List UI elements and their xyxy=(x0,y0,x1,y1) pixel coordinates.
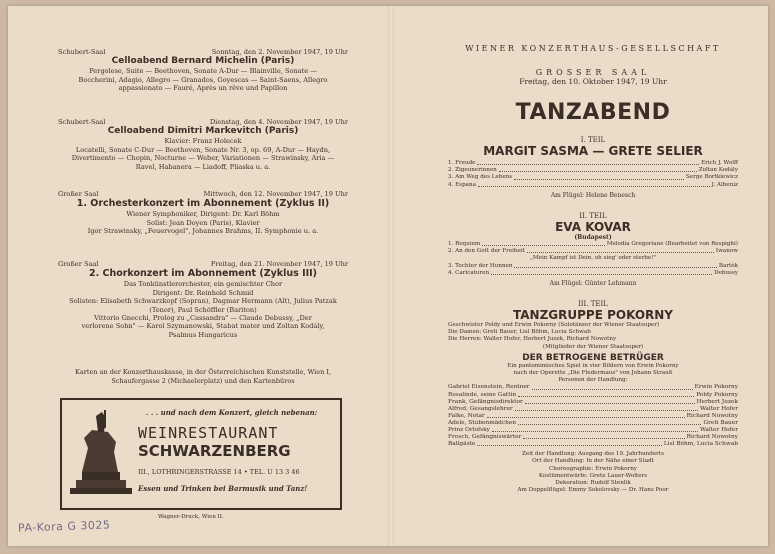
performer-origin: (Budapest) xyxy=(574,234,612,241)
cast-role: Frosch, Gefängniswärter xyxy=(448,434,522,441)
item-title: 1. Requiem xyxy=(448,241,481,247)
event-line: Psalmus Hungaricus xyxy=(168,330,238,339)
event-line: Klavier: Franz Holecek xyxy=(164,137,242,146)
event-date: Dienstag, den 4. November 1947, 19 Uhr xyxy=(209,118,348,126)
cast-actor: Richard Nowotny xyxy=(686,434,738,441)
event-date: Freitag, den 10. Oktober 1947, 19 Uhr xyxy=(519,77,667,86)
item-composer: Iwanow xyxy=(715,248,738,255)
cast-list xyxy=(448,384,738,448)
event-line: Solist: Jean Doyen (Paris), Klavier xyxy=(146,218,260,227)
item-title: 2. An den Gott der Freiheit xyxy=(448,248,525,255)
restaurant-ad xyxy=(60,398,342,510)
item-title: 3. Tochter der Hunnen xyxy=(448,262,513,269)
event-heading: 2. Chorkonzert im Abonnement (Zyklus III) xyxy=(88,268,318,280)
event-line: verlorene Sohn" — Karol Szymanowski, Stabat mater und Zoltan Kodály, xyxy=(81,322,325,331)
list-item xyxy=(448,270,738,277)
printer-credit: Wagner-Druck, Wien II. xyxy=(158,514,224,520)
part-label: I. TEIL xyxy=(580,136,606,144)
credit-line: Choreographie: Erwin Pokorny xyxy=(549,465,637,472)
production-credits xyxy=(448,451,738,494)
item-composer: Serge Bortkiewicz xyxy=(685,174,738,181)
cast-actor: Erwin Pokorny xyxy=(694,384,738,391)
credit-line: Zeit der Handlung: Ausgang des 19. Jahrhunderts xyxy=(522,451,664,458)
list-item xyxy=(448,182,738,189)
item-title: 3. Am Weg des Lebens xyxy=(448,174,513,181)
play-line: nach der Operette „Die Fledermaus" von Johann Strauß xyxy=(513,370,673,377)
cast-row xyxy=(448,392,738,399)
ticket-line: Schaufergasse 2 (Michaelerplatz) und den Kartenbüros xyxy=(111,377,295,385)
cast-role: Adele, Stubenmädchen xyxy=(448,419,517,426)
handwritten-archive-number: PA-Kora G 3025 xyxy=(17,518,111,535)
cast-role: Prinz Orlofsky xyxy=(448,426,490,433)
event-block xyxy=(58,190,348,236)
statue-icon xyxy=(68,408,134,500)
cast-row xyxy=(448,434,738,441)
event-line: Igor Strawinsky, „Feuervogel", Johannes Brahms, II. Symphonie u. a. xyxy=(87,227,319,236)
event-line: Dirigent: Dr. Reinhold Schmid xyxy=(152,288,254,297)
cast-actor: Herbert Juzek xyxy=(696,398,738,405)
item-title: 2. Zigeunerinnen xyxy=(448,167,497,174)
list-item xyxy=(448,263,738,270)
item-composer: Erich J. Wolff xyxy=(701,160,738,166)
play-description xyxy=(448,363,738,385)
event-date: Sonntag, den 2. November 1947, 19 Uhr xyxy=(211,48,348,56)
event-line: appassionato — Fauré, Après un rêve und Papillon xyxy=(118,84,288,93)
cast-row xyxy=(448,399,738,406)
event-line: Solisten: Elisabeth Schwarzkopf (Sopran), Dagmar Hermann (Alt), Julius Patzak xyxy=(69,297,337,306)
left-page xyxy=(8,6,388,546)
play-line: Ein pantomimisches Spiel in vier Bildern von Erwin Pokorny xyxy=(507,362,679,369)
event-heading: 1. Orchesterkonzert im Abonnement (Zyklus II) xyxy=(76,198,330,210)
item-title: 1. Freude xyxy=(448,160,476,166)
event-line: Divertimento — Chopin, Nocturne — Weber, Variationen — Strawinsky, Aria — xyxy=(71,154,335,163)
cast-role: Frank, Gefängnisdirektor xyxy=(448,398,523,405)
item-composer: Zoltan Kodály xyxy=(698,167,738,174)
group-members xyxy=(448,322,738,351)
event-hall: Großer Saal xyxy=(58,260,99,268)
cast-actor: Walter Hofer xyxy=(699,405,738,412)
dance-list xyxy=(448,160,738,189)
item-quote: „Mein Kampf ist Dein, oh sieg' oder sterbe!" xyxy=(530,255,656,262)
credit-line: Am Doppelflügel: Emmy Sokolovsky — Dr. Hans Poor xyxy=(517,487,669,494)
event-line: Boccherini, Adagio, Allegro — Granados, Goyescas — Saint-Saens, Allegro xyxy=(78,75,328,84)
cast-role: Rosalinde, seine Gattin xyxy=(448,391,517,398)
cast-actor: Poldy Pokorny xyxy=(696,391,738,398)
credit-line: Ort der Handlung: In der Nähe einer Stadt xyxy=(532,458,654,465)
performer-heading: TANZGRUPPE POKORNY xyxy=(512,308,673,322)
pianist-line: Am Flügel: Günter Lehmann xyxy=(549,280,637,288)
ticket-line: Karten an der Konzerthauskasse, in der Österreichischen Kunststelle, Wien I, xyxy=(75,368,331,376)
ad-slogan: Essen und Trinken bei Barmusik und Tanz! xyxy=(138,484,308,493)
event-hall: Großer Saal xyxy=(58,190,99,198)
group-line: Geschwister Poldy und Erwin Pokorny (Solotänzer der Wiener Staatsoper) xyxy=(448,322,660,328)
cast-actor: Richard Nowotny xyxy=(686,412,738,419)
ad-name-line1: WEINRESTAURANT xyxy=(138,424,279,442)
list-item xyxy=(448,248,738,255)
event-heading: Celloabend Dimitri Markevitch (Paris) xyxy=(107,126,299,137)
event-block xyxy=(58,118,348,171)
event-line: (Tenor), Paul Schöffler (Bariton) xyxy=(149,305,257,314)
cast-role: Ballgäste xyxy=(448,441,476,448)
event-block xyxy=(58,48,348,93)
event-date: Mittwoch, den 12. November 1947, 19 Uhr xyxy=(203,190,348,198)
cast-row xyxy=(448,406,738,413)
part-label: III. TEIL xyxy=(578,300,608,308)
item-composer: Bartók xyxy=(718,262,738,269)
credit-line: Kostümentwürfe: Grete Lauer-Wolters xyxy=(538,472,648,479)
cast-row xyxy=(448,427,738,434)
event-heading: Celloabend Bernard Michelin (Paris) xyxy=(111,56,295,67)
performer-heading: MARGIT SASMA — GRETE SELIER xyxy=(483,144,703,158)
event-line: Wiener Symphoniker, Dirigent: Dr. Karl Böhm xyxy=(126,210,280,219)
list-item xyxy=(448,160,738,167)
list-item xyxy=(448,167,738,174)
cast-actor: Greti Bauer xyxy=(703,419,738,426)
cast-row xyxy=(448,413,738,420)
item-composer: Melodia Gregoriane (Bearbeitet von Respighi) xyxy=(606,241,738,247)
list-item xyxy=(448,241,738,248)
event-date: Freitag, den 21. November 1947, 19 Uhr xyxy=(210,260,348,268)
event-line: Vittorio Gnecchi, Prolog zu „Cassandra" — Claude Debussy, „Der xyxy=(94,314,312,323)
cast-role: Falke, Notar xyxy=(448,412,485,419)
event-hall: Schubert-Saal xyxy=(58,48,106,56)
society-name: WIENER KONZERTHAUS-GESELLSCHAFT xyxy=(465,44,721,53)
cast-row xyxy=(448,441,738,448)
list-item xyxy=(448,174,738,181)
group-line: Die Damen: Greti Bauer, Lisl Böhm, Lucia Schwab xyxy=(448,329,591,336)
program-sheet xyxy=(8,6,768,546)
play-line: Personen der Handlung: xyxy=(558,377,628,384)
ad-intro: . . . und nach dem Konzert, gleich nebenan: xyxy=(146,408,318,417)
dance-list xyxy=(448,241,738,277)
credit-line: Dekoration: Rudolf Stenlik xyxy=(555,480,631,487)
cast-actor: Walter Hofer xyxy=(699,426,738,433)
ticket-info xyxy=(58,368,348,386)
event-block xyxy=(58,260,348,339)
event-line: Locatelli, Sonate C-Dur — Beethoven, Sonate Nr. 3, op. 69, A-Dur — Haydn, xyxy=(75,145,331,154)
hall-name: GROSSER SAAL xyxy=(535,68,651,77)
ad-address: III., LOTHRINGERSTRASSE 14 • TEL. U 13 3 46 xyxy=(138,468,300,476)
cast-role: Gabriel Eisenstein, Rentner xyxy=(448,384,530,391)
event-line: Ravel, Habanera — Liadoff, Pliaska u. a. xyxy=(135,162,271,171)
event-line: Das Tonkünstlerorchester, ein gemischter Chor xyxy=(123,280,283,289)
right-page xyxy=(394,6,768,546)
group-line: Die Herren: Walter Hofer, Herbert Juzek, Richard Nowotny xyxy=(448,336,617,343)
cast-row xyxy=(448,384,738,391)
pianist-line: Am Flügel: Helene Benesch xyxy=(550,191,636,199)
performer-heading: EVA KOVAR xyxy=(555,220,631,234)
event-hall: Schubert-Saal xyxy=(58,118,106,126)
play-title: DER BETROGENE BETRÜGER xyxy=(522,352,664,363)
event-line: Pergolese, Suite — Beethoven, Sonate A-Dur — Blainville, Sonate — xyxy=(89,67,317,76)
group-line: (Mitglieder der Wiener Staatsoper) xyxy=(542,343,644,350)
item-title: 4. Espana xyxy=(448,181,476,188)
item-composer: J. Albeniz xyxy=(711,181,738,188)
cast-actor: Lisl Böhm, Lucia Schwab xyxy=(663,441,738,448)
part-label: II. TEIL xyxy=(579,212,607,220)
ad-name-line2: SCHWARZENBERG xyxy=(138,442,291,460)
program-title: TANZABEND xyxy=(515,100,671,125)
cast-row xyxy=(448,420,738,427)
item-title: 4. Caricaturen xyxy=(448,269,490,276)
item-composer: Debussy xyxy=(714,269,738,276)
cast-role: Alfred, Gesangslehrer xyxy=(448,405,513,412)
